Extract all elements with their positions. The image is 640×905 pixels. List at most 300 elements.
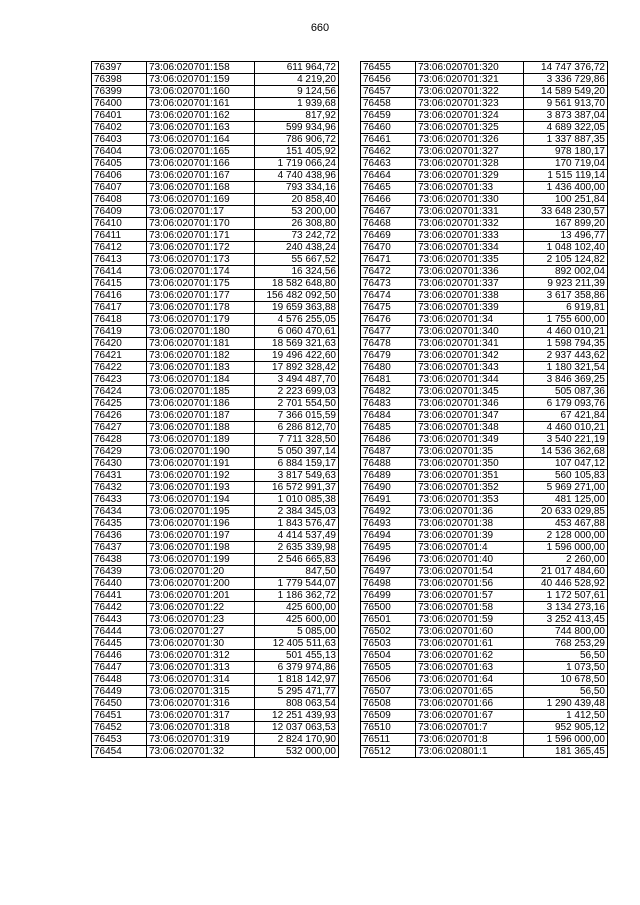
cadastral-number-cell: 73:06:020701:337 — [416, 278, 524, 290]
value-cell: 5 295 471,77 — [255, 686, 339, 698]
value-cell: 100 251,84 — [524, 194, 608, 206]
cadastral-number-cell: 73:06:020701:36 — [416, 506, 524, 518]
row-number-cell: 76463 — [361, 158, 416, 170]
value-cell: 425 600,00 — [255, 614, 339, 626]
row-number-cell: 76425 — [92, 398, 147, 410]
value-cell: 5 050 397,14 — [255, 446, 339, 458]
row-number-cell: 76504 — [361, 650, 416, 662]
value-cell: 4 689 322,05 — [524, 122, 608, 134]
table-row — [361, 326, 608, 338]
row-number-cell: 76419 — [92, 326, 147, 338]
value-cell: 16 324,56 — [255, 266, 339, 278]
value-cell: 170 719,04 — [524, 158, 608, 170]
cadastral-number-cell: 73:06:020701:59 — [416, 614, 524, 626]
table-row — [92, 686, 339, 698]
row-number-cell: 76490 — [361, 482, 416, 494]
cadastral-number-cell: 73:06:020701:196 — [147, 518, 255, 530]
value-cell: 14 536 362,68 — [524, 446, 608, 458]
cadastral-number-cell: 73:06:020701:332 — [416, 218, 524, 230]
table-row — [361, 470, 608, 482]
cadastral-number-cell: 73:06:020701:64 — [416, 674, 524, 686]
table-row — [361, 266, 608, 278]
table-row — [92, 314, 339, 326]
table-row — [361, 398, 608, 410]
table-row — [92, 566, 339, 578]
row-number-cell: 76494 — [361, 530, 416, 542]
table-row — [92, 254, 339, 266]
row-number-cell: 76430 — [92, 458, 147, 470]
row-number-cell: 76409 — [92, 206, 147, 218]
cadastral-number-cell: 73:06:020701:192 — [147, 470, 255, 482]
value-cell: 40 446 528,92 — [524, 578, 608, 590]
table-row — [361, 494, 608, 506]
row-number-cell: 76487 — [361, 446, 416, 458]
value-cell: 26 308,80 — [255, 218, 339, 230]
table-row — [92, 110, 339, 122]
table-row — [92, 554, 339, 566]
table-row — [361, 542, 608, 554]
cadastral-number-cell: 73:06:020701:30 — [147, 638, 255, 650]
value-cell: 4 414 537,49 — [255, 530, 339, 542]
value-cell: 19 496 422,60 — [255, 350, 339, 362]
value-cell: 7 711 328,50 — [255, 434, 339, 446]
row-number-cell: 76429 — [92, 446, 147, 458]
table-row — [361, 710, 608, 722]
row-number-cell: 76501 — [361, 614, 416, 626]
value-cell: 2 260,00 — [524, 554, 608, 566]
table-row — [361, 626, 608, 638]
table-row — [92, 290, 339, 302]
value-cell: 1 010 085,38 — [255, 494, 339, 506]
value-cell: 3 846 369,25 — [524, 374, 608, 386]
cadastral-number-cell: 73:06:020701:184 — [147, 374, 255, 386]
value-cell: 7 366 015,59 — [255, 410, 339, 422]
table-row — [92, 494, 339, 506]
value-cell: 1 290 439,48 — [524, 698, 608, 710]
cadastral-number-cell: 73:06:020701:330 — [416, 194, 524, 206]
row-number-cell: 76461 — [361, 134, 416, 146]
table-row — [361, 638, 608, 650]
cadastral-number-cell: 73:06:020701:163 — [147, 122, 255, 134]
value-cell: 13 496,77 — [524, 230, 608, 242]
value-cell: 1 048 102,40 — [524, 242, 608, 254]
row-number-cell: 76488 — [361, 458, 416, 470]
table-row — [361, 686, 608, 698]
value-cell: 1 719 066,24 — [255, 158, 339, 170]
cadastral-number-cell: 73:06:020701:187 — [147, 410, 255, 422]
table-row — [92, 62, 339, 74]
value-cell: 14 589 549,20 — [524, 86, 608, 98]
value-cell: 14 747 376,72 — [524, 62, 608, 74]
row-number-cell: 76500 — [361, 602, 416, 614]
row-number-cell: 76446 — [92, 650, 147, 662]
row-number-cell: 76447 — [92, 662, 147, 674]
cadastral-number-cell: 73:06:020701:175 — [147, 278, 255, 290]
cadastral-number-cell: 73:06:020701:34 — [416, 314, 524, 326]
cadastral-number-cell: 73:06:020701:313 — [147, 662, 255, 674]
table-row — [361, 566, 608, 578]
table-row — [92, 86, 339, 98]
cadastral-number-cell: 73:06:020701:169 — [147, 194, 255, 206]
cadastral-number-cell: 73:06:020701:342 — [416, 350, 524, 362]
table-row — [92, 710, 339, 722]
cadastral-number-cell: 73:06:020701:333 — [416, 230, 524, 242]
cadastral-number-cell: 73:06:020701:198 — [147, 542, 255, 554]
cadastral-number-cell: 73:06:020701:347 — [416, 410, 524, 422]
table-row — [361, 146, 608, 158]
cadastral-number-cell: 73:06:020701:343 — [416, 362, 524, 374]
row-number-cell: 76454 — [92, 746, 147, 758]
row-number-cell: 76466 — [361, 194, 416, 206]
cadastral-number-cell: 73:06:020701:40 — [416, 554, 524, 566]
cadastral-number-cell: 73:06:020701:329 — [416, 170, 524, 182]
value-cell: 19 659 363,88 — [255, 302, 339, 314]
row-number-cell: 76492 — [361, 506, 416, 518]
table-row — [361, 674, 608, 686]
value-cell: 847,50 — [255, 566, 339, 578]
cadastral-number-cell: 73:06:020701:23 — [147, 614, 255, 626]
table-row — [92, 326, 339, 338]
table-row — [361, 158, 608, 170]
cadastral-number-cell: 73:06:020701:66 — [416, 698, 524, 710]
cadastral-number-cell: 73:06:020701:161 — [147, 98, 255, 110]
cadastral-number-cell: 73:06:020701:348 — [416, 422, 524, 434]
row-number-cell: 76444 — [92, 626, 147, 638]
cadastral-number-cell: 73:06:020701:57 — [416, 590, 524, 602]
value-cell: 3 617 358,86 — [524, 290, 608, 302]
table-row — [361, 278, 608, 290]
row-number-cell: 76406 — [92, 170, 147, 182]
cadastral-number-cell: 73:06:020701:316 — [147, 698, 255, 710]
value-cell: 3 336 729,86 — [524, 74, 608, 86]
row-number-cell: 76410 — [92, 218, 147, 230]
row-number-cell: 76464 — [361, 170, 416, 182]
cadastral-number-cell: 73:06:020701:22 — [147, 602, 255, 614]
row-number-cell: 76506 — [361, 674, 416, 686]
cadastral-number-cell: 73:06:020701:346 — [416, 398, 524, 410]
value-cell: 6 379 974,86 — [255, 662, 339, 674]
row-number-cell: 76453 — [92, 734, 147, 746]
cadastral-number-cell: 73:06:020701:328 — [416, 158, 524, 170]
row-number-cell: 76469 — [361, 230, 416, 242]
value-cell: 532 000,00 — [255, 746, 339, 758]
value-cell: 53 200,00 — [255, 206, 339, 218]
cadastral-number-cell: 73:06:020701:180 — [147, 326, 255, 338]
table-row — [361, 290, 608, 302]
cadastral-number-cell: 73:06:020701:321 — [416, 74, 524, 86]
cadastral-number-cell: 73:06:020701:341 — [416, 338, 524, 350]
value-cell: 151 405,92 — [255, 146, 339, 158]
cadastral-number-cell: 73:06:020701:65 — [416, 686, 524, 698]
cadastral-number-cell: 73:06:020701:199 — [147, 554, 255, 566]
row-number-cell: 76397 — [92, 62, 147, 74]
table-row — [361, 602, 608, 614]
cadastral-number-cell: 73:06:020701:350 — [416, 458, 524, 470]
row-number-cell: 76477 — [361, 326, 416, 338]
table-row — [361, 206, 608, 218]
row-number-cell: 76401 — [92, 110, 147, 122]
cadastral-number-cell: 73:06:020701:58 — [416, 602, 524, 614]
row-number-cell: 76498 — [361, 578, 416, 590]
cadastral-number-cell: 73:06:020701:171 — [147, 230, 255, 242]
row-number-cell: 76497 — [361, 566, 416, 578]
cadastral-number-cell: 73:06:020701:167 — [147, 170, 255, 182]
cadastral-number-cell: 73:06:020701:27 — [147, 626, 255, 638]
table-row — [361, 242, 608, 254]
row-number-cell: 76426 — [92, 410, 147, 422]
row-number-cell: 76475 — [361, 302, 416, 314]
cadastral-number-cell: 73:06:020701:326 — [416, 134, 524, 146]
cadastral-number-cell: 73:06:020701:189 — [147, 434, 255, 446]
table-row — [361, 662, 608, 674]
cadastral-number-cell: 73:06:020701:331 — [416, 206, 524, 218]
row-number-cell: 76423 — [92, 374, 147, 386]
row-number-cell: 76489 — [361, 470, 416, 482]
row-number-cell: 76443 — [92, 614, 147, 626]
row-number-cell: 76398 — [92, 74, 147, 86]
cadastral-number-cell: 73:06:020701:173 — [147, 254, 255, 266]
row-number-cell: 76412 — [92, 242, 147, 254]
row-number-cell: 76505 — [361, 662, 416, 674]
value-cell: 67 421,84 — [524, 410, 608, 422]
cadastral-number-cell: 73:06:020701:201 — [147, 590, 255, 602]
cadastral-number-cell: 73:06:020701:62 — [416, 650, 524, 662]
value-cell: 73 242,72 — [255, 230, 339, 242]
table-row — [361, 194, 608, 206]
value-cell: 9 124,56 — [255, 86, 339, 98]
value-cell: 1 412,50 — [524, 710, 608, 722]
table-row — [92, 386, 339, 398]
value-cell: 107 047,12 — [524, 458, 608, 470]
value-cell: 768 253,29 — [524, 638, 608, 650]
value-cell: 453 467,88 — [524, 518, 608, 530]
cadastral-number-cell: 73:06:020701:315 — [147, 686, 255, 698]
cadastral-number-cell: 73:06:020701:317 — [147, 710, 255, 722]
table-row — [92, 470, 339, 482]
value-cell: 2 384 345,03 — [255, 506, 339, 518]
table-row — [92, 362, 339, 374]
cadastral-number-cell: 73:06:020701:166 — [147, 158, 255, 170]
value-cell: 6 179 093,76 — [524, 398, 608, 410]
row-number-cell: 76450 — [92, 698, 147, 710]
row-number-cell: 76467 — [361, 206, 416, 218]
value-cell: 12 251 439,93 — [255, 710, 339, 722]
row-number-cell: 76458 — [361, 98, 416, 110]
value-cell: 978 180,17 — [524, 146, 608, 158]
row-number-cell: 76485 — [361, 422, 416, 434]
table-row — [92, 302, 339, 314]
cadastral-number-cell: 73:06:020701:318 — [147, 722, 255, 734]
row-number-cell: 76442 — [92, 602, 147, 614]
value-cell: 9 561 913,70 — [524, 98, 608, 110]
table-row — [92, 158, 339, 170]
cadastral-number-cell: 73:06:020701:177 — [147, 290, 255, 302]
table-row — [92, 650, 339, 662]
value-cell: 6 919,81 — [524, 302, 608, 314]
table-row — [361, 110, 608, 122]
cadastral-number-cell: 73:06:020701:340 — [416, 326, 524, 338]
row-number-cell: 76495 — [361, 542, 416, 554]
row-number-cell: 76455 — [361, 62, 416, 74]
value-cell: 4 460 010,21 — [524, 422, 608, 434]
page-number: 660 — [310, 22, 330, 34]
cadastral-number-cell: 73:06:020701:61 — [416, 638, 524, 650]
cadastral-number-cell: 73:06:020701:327 — [416, 146, 524, 158]
table-row — [92, 722, 339, 734]
cadastral-number-cell: 73:06:020701:54 — [416, 566, 524, 578]
row-number-cell: 76510 — [361, 722, 416, 734]
cadastral-number-cell: 73:06:020701:335 — [416, 254, 524, 266]
table-row — [92, 746, 339, 758]
table-row — [361, 386, 608, 398]
table-row — [92, 590, 339, 602]
row-number-cell: 76481 — [361, 374, 416, 386]
row-number-cell: 76405 — [92, 158, 147, 170]
value-cell: 56,50 — [524, 650, 608, 662]
value-cell: 18 569 321,63 — [255, 338, 339, 350]
table-row — [361, 554, 608, 566]
value-cell: 744 800,00 — [524, 626, 608, 638]
row-number-cell: 76503 — [361, 638, 416, 650]
value-cell: 560 105,83 — [524, 470, 608, 482]
value-cell: 952 905,12 — [524, 722, 608, 734]
cadastral-number-cell: 73:06:020701:39 — [416, 530, 524, 542]
value-cell: 481 125,00 — [524, 494, 608, 506]
table-row — [361, 86, 608, 98]
row-number-cell: 76471 — [361, 254, 416, 266]
value-cell: 2 105 124,82 — [524, 254, 608, 266]
table-row — [361, 506, 608, 518]
value-cell: 2 546 665,83 — [255, 554, 339, 566]
value-cell: 56,50 — [524, 686, 608, 698]
row-number-cell: 76402 — [92, 122, 147, 134]
cadastral-number-cell: 73:06:020701:60 — [416, 626, 524, 638]
row-number-cell: 76451 — [92, 710, 147, 722]
value-cell: 181 365,45 — [524, 746, 608, 758]
value-cell: 10 678,50 — [524, 674, 608, 686]
table-row — [92, 662, 339, 674]
cadastral-number-cell: 73:06:020701:183 — [147, 362, 255, 374]
value-cell: 5 969 271,00 — [524, 482, 608, 494]
value-cell: 1 779 544,07 — [255, 578, 339, 590]
row-number-cell: 76502 — [361, 626, 416, 638]
table-row — [92, 218, 339, 230]
value-cell: 505 087,36 — [524, 386, 608, 398]
value-cell: 1 843 576,47 — [255, 518, 339, 530]
table-row — [92, 146, 339, 158]
table-row — [361, 254, 608, 266]
cadastral-number-cell: 73:06:020701:7 — [416, 722, 524, 734]
cadastral-number-cell: 73:06:020701:200 — [147, 578, 255, 590]
row-number-cell: 76437 — [92, 542, 147, 554]
row-number-cell: 76438 — [92, 554, 147, 566]
table-row — [92, 458, 339, 470]
table-row — [361, 722, 608, 734]
value-cell: 2 635 339,98 — [255, 542, 339, 554]
table-row — [92, 278, 339, 290]
row-number-cell: 76448 — [92, 674, 147, 686]
value-cell: 167 899,20 — [524, 218, 608, 230]
cadastral-number-cell: 73:06:020701:319 — [147, 734, 255, 746]
row-number-cell: 76507 — [361, 686, 416, 698]
value-cell: 4 576 255,05 — [255, 314, 339, 326]
cadastral-number-cell: 73:06:020701:165 — [147, 146, 255, 158]
table-row — [361, 134, 608, 146]
table-row — [92, 506, 339, 518]
row-number-cell: 76422 — [92, 362, 147, 374]
value-cell: 6 286 812,70 — [255, 422, 339, 434]
value-cell: 793 334,16 — [255, 182, 339, 194]
cadastral-number-cell: 73:06:020701:38 — [416, 518, 524, 530]
row-number-cell: 76418 — [92, 314, 147, 326]
table-row — [92, 134, 339, 146]
cadastral-number-cell: 73:06:020701:35 — [416, 446, 524, 458]
cadastral-number-cell: 73:06:020701:197 — [147, 530, 255, 542]
value-cell: 12 405 511,63 — [255, 638, 339, 650]
cadastral-number-cell: 73:06:020701:20 — [147, 566, 255, 578]
table-row — [92, 614, 339, 626]
cadastral-number-cell: 73:06:020701:312 — [147, 650, 255, 662]
cadastral-number-cell: 73:06:020701:162 — [147, 110, 255, 122]
value-cell: 16 572 991,37 — [255, 482, 339, 494]
value-cell: 156 482 092,50 — [255, 290, 339, 302]
table-row — [92, 638, 339, 650]
table-row — [92, 98, 339, 110]
value-cell: 3 252 413,45 — [524, 614, 608, 626]
row-number-cell: 76414 — [92, 266, 147, 278]
cadastral-number-cell: 73:06:020701:325 — [416, 122, 524, 134]
table-row — [92, 170, 339, 182]
value-cell: 2 701 554,50 — [255, 398, 339, 410]
cadastral-number-cell: 73:06:020701:339 — [416, 302, 524, 314]
table-row — [92, 206, 339, 218]
row-number-cell: 76404 — [92, 146, 147, 158]
value-cell: 892 002,04 — [524, 266, 608, 278]
value-cell: 1 818 142,97 — [255, 674, 339, 686]
table-row — [92, 74, 339, 86]
value-cell: 1 073,50 — [524, 662, 608, 674]
table-row — [361, 62, 608, 74]
table-row — [92, 266, 339, 278]
table-row — [361, 218, 608, 230]
row-number-cell: 76433 — [92, 494, 147, 506]
row-number-cell: 76428 — [92, 434, 147, 446]
row-number-cell: 76470 — [361, 242, 416, 254]
table-row — [92, 698, 339, 710]
cadastral-number-cell: 73:06:020701:323 — [416, 98, 524, 110]
table-row — [361, 230, 608, 242]
table-row — [361, 170, 608, 182]
value-cell: 3 134 273,16 — [524, 602, 608, 614]
value-cell: 599 934,96 — [255, 122, 339, 134]
table-row — [92, 398, 339, 410]
table-row — [92, 230, 339, 242]
table-row — [361, 302, 608, 314]
cadastral-number-cell: 73:06:020701:32 — [147, 746, 255, 758]
value-cell: 6 060 470,61 — [255, 326, 339, 338]
value-cell: 12 037 063,53 — [255, 722, 339, 734]
cadastral-number-cell: 73:06:020701:324 — [416, 110, 524, 122]
value-cell: 3 540 221,19 — [524, 434, 608, 446]
row-number-cell: 76456 — [361, 74, 416, 86]
row-number-cell: 76424 — [92, 386, 147, 398]
cadastral-number-cell: 73:06:020701:159 — [147, 74, 255, 86]
row-number-cell: 76468 — [361, 218, 416, 230]
row-number-cell: 76473 — [361, 278, 416, 290]
row-number-cell: 76460 — [361, 122, 416, 134]
cadastral-number-cell: 73:06:020701:190 — [147, 446, 255, 458]
table-row — [361, 614, 608, 626]
